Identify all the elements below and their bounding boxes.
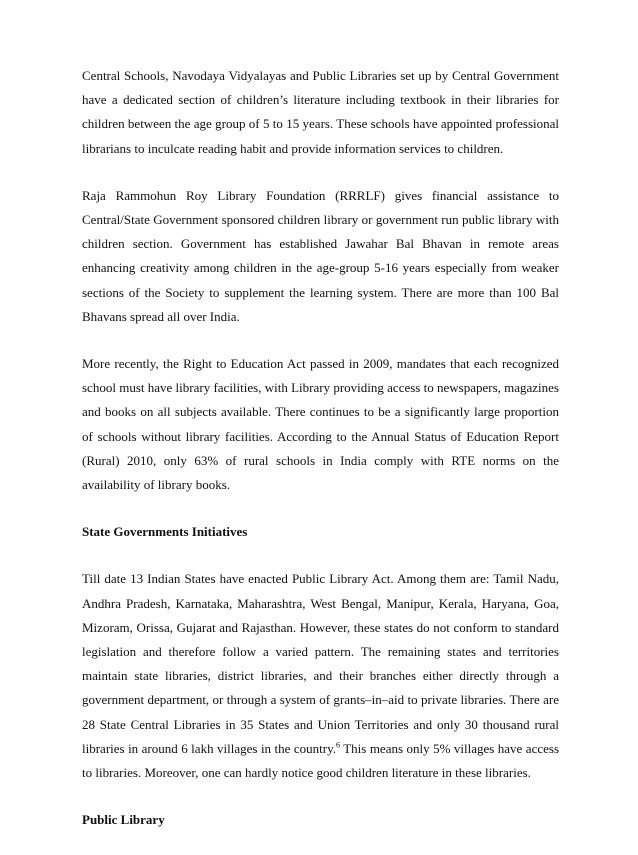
heading-state-governments: State Governments Initiatives: [82, 524, 248, 540]
paragraph-state-text-1: Till date 13 Indian States have enacted Public Library Act. Among them are: Tamil Nadu, Andhra Pradesh, Karnataka, Maharashtra, West Bengal, Manipur, Kerala, Haryana, Goa, Mizoram, Orissa, Gujarat and Rajasthan. However, these states do not conform to standard legislation and therefore follow a varied pattern. The remaining states and territories maintain state libraries, district libraries, and their branches either directly through a government department, or through a system of grants–in–aid to private libraries. There are 28 State Central Libraries in 35 States and Union Territories and only 30 thousand rural libraries in around 6 lakh villages in the country.: [82, 571, 559, 756]
paragraph-state-library-acts: [82, 567, 559, 785]
heading-public-library: Public Library: [82, 812, 165, 828]
paragraph-state-text-2: This means only 5% villages have access to libraries. Moreover, one can hardly notice good children literature in these libraries.: [82, 740, 559, 781]
paragraph-central-schools: Central Schools, Navodaya Vidyalayas and Public Libraries set up by Central Government have a dedicated section of children’s literature including textbook in their libraries for children between the age group of 5 to 15 years. These schools have appointed professional librarians to inculcate reading habit and provide information services to children.: [82, 68, 559, 156]
paragraph-rrrlf: Raja Rammohun Roy Library Foundation (RRRLF) gives financial assistance to Central/State Government sponsored children library or government run public library with children section. Government has established Jawahar Bal Bhavan in remote areas enhancing creativity among children in the age-group 5-16 years especially from weaker sections of the Society to supplement the learning system. There are more than 100 Bal Bhavans spread all over India.: [82, 187, 559, 324]
paragraph-rte-act: More recently, the Right to Education Act passed in 2009, mandates that each recognized school must have library facilities, with Library providing access to newspapers, magazines and books on all subjects available. There continues to be a significantly large proportion of schools without library facilities. According to the Annual Status of Education Report (Rural) 2010, only 63% of rural schools in India comply with RTE norms on the availability of library books.: [82, 356, 559, 493]
document-page: [82, 64, 559, 855]
footnote-reference: 6: [336, 740, 340, 750]
